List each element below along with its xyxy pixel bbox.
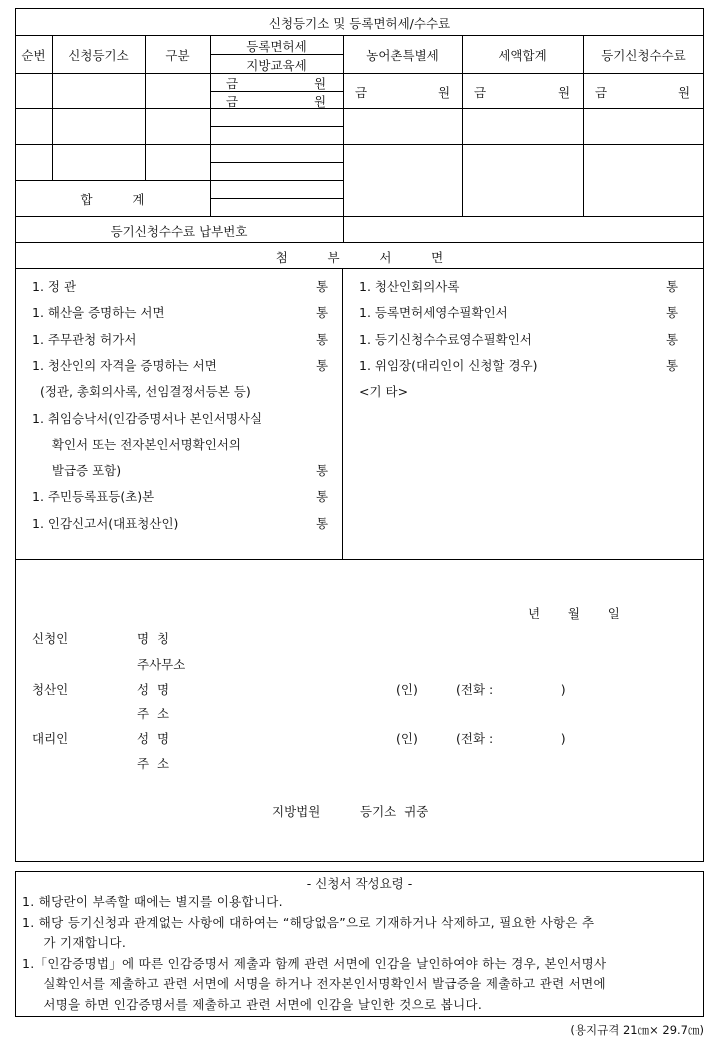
row-divider [15,216,704,217]
reg-tax-currency: 원 [314,76,327,91]
row-divider [15,108,704,109]
left-item-text: 1. 주민등록표등(초)본 [32,489,155,505]
date-line: 년 월 일 [528,606,620,621]
row-divider [210,198,343,199]
row-divider [15,144,704,145]
rural-tax-currency: 원 [438,85,451,100]
company-name-label: 명 칭 [137,631,170,646]
left-item-unit: 통 [316,279,329,294]
guide-line: 가 기재합니다. [22,935,127,950]
attachments-col-divider [342,268,343,560]
reg-tax-amount-label: 금 [226,76,239,91]
col-divider [343,35,344,243]
attachments-divider [15,268,704,269]
court-addressee: 지방법원 등기소 귀중 [272,804,429,819]
left-item-unit: 통 [316,463,329,479]
liquidator-name-label: 성 명 [137,682,170,697]
header-reg-tax: 등록면허세 [246,39,307,54]
right-item-text: 1. 등기신청수수료영수필확인서 [359,331,532,347]
row-divider [15,180,343,181]
header-category: 구분 [165,48,190,63]
right-item-unit: 통 [666,305,679,321]
main-office-label: 주사무소 [137,657,186,672]
right-item-unit: 통 [666,357,679,373]
left-item-text: 1. 정 관 [32,279,77,294]
row-divider [15,35,704,36]
left-item-unit: 통 [316,357,329,373]
paper-size-note: (용지규격 21㎝× 29.7㎝) [570,1023,704,1037]
header-seq: 순번 [21,48,46,63]
left-item-text: 1. 인감신고서(대표청산인) [32,515,179,531]
left-item-unit: 통 [316,305,329,321]
left-item-text: (정관, 총회의사록, 선임결정서등본 등) [32,384,251,400]
left-item-unit: 통 [316,331,329,347]
left-item-text: 1. 주무관청 허가서 [32,331,137,347]
attachments-title: 첨 부 서 면 [275,250,444,265]
edu-tax-amount-label: 금 [226,94,239,109]
guide-line: 서명을 하면 인감증명서를 제출하고 관련 서면에 인감을 날인한 것으로 봅니다. [22,996,483,1012]
header-tax-total: 세액합계 [498,48,547,63]
right-item-unit: 통 [666,279,679,294]
right-item-text: 1. 청산인회의사록 [359,279,460,294]
row-divider [210,162,343,163]
guide-line: 실확인서를 제출하고 관련 서면에 서명을 하거나 전자본인서명확인서 발급증을 제출하고 관련 서면에 [22,976,606,991]
rural-tax-amount-label: 금 [355,85,368,100]
liquidator-seal: (인) [396,682,418,697]
guide-line: 1. 해당 등기신청과 관계없는 사항에 대하여는 “해당없음”으로 기재하거나 삭제하고, 필요한 사항은 추 [22,914,595,930]
agent-label: 대리인 [32,731,69,746]
liquidator-address-label: 주 소 [137,706,170,721]
right-item-text: 1. 위임장(대리인이 신청할 경우) [359,357,538,373]
fee-table-title: 신청등기소 및 등록면허세/수수료 [268,16,451,31]
left-item-text: 발급증 포함) [32,463,122,479]
total-row-label: 합 계 [80,192,145,207]
header-rural-tax: 농어촌특별세 [366,48,439,63]
fee-amount-label: 금 [595,85,608,100]
right-item-text: 1. 등록면허세영수필확인서 [359,305,508,321]
tax-total-amount-label: 금 [474,85,487,100]
agent-phone: (전화 : ) [456,731,566,746]
payment-number-label: 등기신청수수료 납부번호 [110,224,248,239]
header-fee: 등기신청수수료 [601,48,686,63]
applicant-label: 신청인 [32,631,69,646]
guide-title: - 신청서 작성요령 - [306,876,413,891]
right-item-unit: 통 [666,331,679,347]
liquidator-label: 청산인 [32,682,69,697]
liquidator-phone: (전화 : ) [456,682,566,697]
left-item-unit: 통 [316,489,329,505]
agent-address-label: 주 소 [137,756,170,771]
fee-currency: 원 [678,85,691,100]
left-item-unit: 통 [316,515,329,531]
header-edu-tax: 지방교육세 [246,58,307,73]
row-divider [15,73,704,74]
left-item-text: 확인서 또는 전자본인서명확인서의 [32,436,241,452]
agent-seal: (인) [396,731,418,746]
left-item-text: 1. 해산을 증명하는 서면 [32,305,165,321]
row-divider [210,126,343,127]
left-item-text: 1. 청산인의 자격을 증명하는 서면 [32,357,217,373]
guide-line: 1.「인감증명법」에 따른 인감증명서 제출과 함께 관련 서면에 인감을 날인하여야 하는 경우, 본인서명사 [22,955,607,971]
left-item-text: 1. 취임승낙서(인감증명서나 본인서명사실 [32,410,263,426]
edu-tax-currency: 원 [314,94,327,109]
tax-total-currency: 원 [558,85,571,100]
agent-name-label: 성 명 [137,731,170,746]
guide-line: 1. 해당란이 부족할 때에는 별지를 이용합니다. [22,894,283,909]
header-registry: 신청등기소 [68,48,129,63]
right-item-text: <기 타> [359,384,409,400]
